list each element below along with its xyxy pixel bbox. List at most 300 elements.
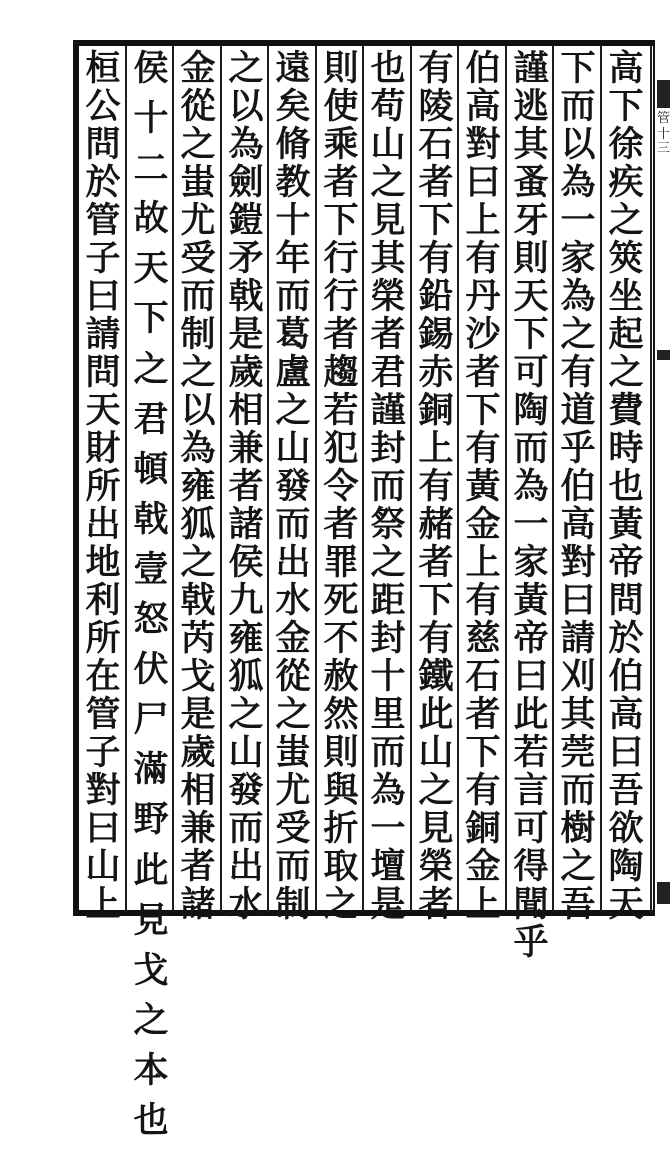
text-char: 不	[323, 618, 359, 659]
text-char: 乘	[323, 124, 359, 165]
text-char: 受	[180, 238, 216, 279]
text-char: 雍	[228, 618, 264, 659]
text-char: 者	[370, 314, 406, 355]
text-char: 得	[513, 846, 549, 887]
text-char: 者	[465, 694, 501, 735]
text-char: 管	[85, 200, 121, 241]
text-char: 於	[608, 618, 644, 659]
text-char: 諸	[228, 504, 264, 545]
text-char: 上	[465, 200, 501, 241]
text-char: 山	[275, 428, 311, 469]
text-char: 為	[228, 124, 264, 165]
text-char: 而	[275, 846, 311, 887]
text-char: 封	[370, 618, 406, 659]
text-char: 制	[180, 314, 216, 355]
text-char: 滿	[133, 749, 169, 791]
text-char: 戈	[180, 656, 216, 697]
text-char: 以	[228, 86, 264, 127]
text-char: 者	[323, 314, 359, 355]
text-char: 有	[465, 428, 501, 469]
text-char: 矣	[275, 86, 311, 127]
text-char: 榮	[418, 846, 454, 887]
column-rule	[505, 46, 507, 912]
text-char: 罪	[323, 542, 359, 583]
text-char: 公	[85, 86, 121, 127]
edge-mark-top	[657, 80, 670, 108]
text-char: 死	[323, 580, 359, 621]
text-char: 為	[370, 770, 406, 811]
text-char: 為	[560, 162, 596, 203]
text-char: 曰	[85, 808, 121, 849]
text-char: 以	[180, 390, 216, 431]
text-char: 問	[85, 352, 121, 393]
text-char: 而	[180, 276, 216, 317]
text-char: 諸	[180, 884, 216, 925]
text-column	[226, 48, 266, 925]
text-char: 高	[608, 48, 644, 89]
text-char: 慈	[465, 618, 501, 659]
text-char: 行	[323, 276, 359, 317]
text-char: 劍	[228, 162, 264, 203]
text-char: 也	[608, 466, 644, 507]
text-char: 山	[228, 732, 264, 773]
text-char: 受	[275, 808, 311, 849]
text-char: 發	[228, 770, 264, 811]
text-char: 十	[370, 656, 406, 697]
text-char: 君	[370, 352, 406, 393]
text-char: 距	[370, 580, 406, 621]
text-char: 而	[560, 770, 596, 811]
text-char: 黃	[608, 504, 644, 545]
text-column	[606, 48, 646, 925]
text-char: 之	[180, 542, 216, 583]
text-char: 二	[133, 148, 169, 190]
text-char: 者	[323, 162, 359, 203]
text-char: 天	[608, 884, 644, 925]
text-char: 家	[513, 542, 549, 583]
text-char: 尸	[133, 699, 169, 741]
text-char: 則	[323, 48, 359, 89]
text-char: 趨	[323, 352, 359, 393]
text-char: 蚩	[275, 732, 311, 773]
text-column	[463, 48, 503, 925]
text-char: 天	[133, 248, 169, 290]
text-char: 此	[513, 694, 549, 735]
text-char: 者	[228, 466, 264, 507]
text-char: 而	[370, 466, 406, 507]
text-char: 年	[275, 238, 311, 279]
text-char: 請	[85, 314, 121, 355]
text-char: 之	[608, 352, 644, 393]
text-char: 之	[228, 694, 264, 735]
text-char: 伯	[465, 48, 501, 89]
text-char: 見	[418, 808, 454, 849]
text-char: 矛	[228, 238, 264, 279]
text-char: 者	[180, 846, 216, 887]
text-char: 之	[608, 200, 644, 241]
text-char: 上	[418, 428, 454, 469]
text-char: 下	[465, 732, 501, 773]
text-char: 家	[560, 238, 596, 279]
column-rule	[172, 46, 174, 912]
text-char: 盧	[275, 352, 311, 393]
text-char: 子	[85, 732, 121, 773]
text-char: 祭	[370, 504, 406, 545]
text-char: 一	[560, 200, 596, 241]
text-char: 疾	[608, 162, 644, 203]
text-char: 若	[513, 732, 549, 773]
text-char: 言	[513, 770, 549, 811]
text-char: 上	[465, 884, 501, 925]
text-char: 下	[418, 200, 454, 241]
text-char: 樹	[560, 808, 596, 849]
text-char: 高	[608, 694, 644, 735]
text-char: 是	[180, 694, 216, 735]
text-char: 有	[418, 238, 454, 279]
text-char: 之	[180, 352, 216, 393]
text-char: 雍	[180, 466, 216, 507]
text-char: 時	[608, 428, 644, 469]
text-char: 芮	[180, 618, 216, 659]
text-char: 而	[228, 808, 264, 849]
text-char: 戟	[180, 580, 216, 621]
text-char: 一	[513, 504, 549, 545]
text-char: 山	[370, 124, 406, 165]
text-char: 此	[418, 694, 454, 735]
text-char: 有	[418, 618, 454, 659]
text-char: 教	[275, 162, 311, 203]
text-char: 一	[370, 808, 406, 849]
text-char: 壹	[133, 548, 169, 590]
text-char: 天	[85, 390, 121, 431]
edge-label-title: 管	[656, 111, 670, 126]
text-char: 子	[85, 238, 121, 279]
text-char: 沙	[465, 314, 501, 355]
text-char: 所	[85, 618, 121, 659]
text-column	[558, 48, 598, 925]
text-char: 之	[133, 348, 169, 390]
text-char: 有	[465, 580, 501, 621]
text-char: 則	[323, 732, 359, 773]
text-char: 侯	[228, 542, 264, 583]
column-rule	[315, 46, 317, 912]
text-char: 上	[85, 884, 121, 925]
text-char: 赤	[418, 352, 454, 393]
text-char: 可	[513, 352, 549, 393]
text-char: 石	[465, 656, 501, 697]
column-rule	[220, 46, 222, 912]
column-rule	[552, 46, 554, 912]
text-char: 陶	[513, 390, 549, 431]
text-char: 天	[513, 276, 549, 317]
text-column	[368, 48, 408, 925]
text-char: 石	[418, 124, 454, 165]
text-char: 吾	[560, 884, 596, 925]
text-char: 對	[465, 124, 501, 165]
edge-mark-bottom	[657, 882, 670, 904]
text-char: 十	[133, 98, 169, 140]
text-char: 怒	[133, 599, 169, 641]
text-char: 十	[275, 200, 311, 241]
text-char: 兼	[228, 428, 264, 469]
text-char: 之	[180, 124, 216, 165]
text-char: 高	[465, 86, 501, 127]
text-char: 苟	[370, 86, 406, 127]
text-char: 榮	[370, 276, 406, 317]
text-char: 利	[85, 580, 121, 621]
text-char: 乎	[560, 428, 596, 469]
text-char: 下	[608, 86, 644, 127]
text-char: 費	[608, 390, 644, 431]
text-char: 管	[85, 694, 121, 735]
text-char: 而	[275, 276, 311, 317]
text-char: 下	[560, 48, 596, 89]
text-char: 本	[133, 1049, 169, 1091]
text-char: 聞	[513, 884, 549, 925]
text-char: 葛	[275, 314, 311, 355]
text-char: 遠	[275, 48, 311, 89]
text-char: 者	[418, 542, 454, 583]
text-char: 銅	[418, 390, 454, 431]
text-char: 山	[85, 846, 121, 887]
text-char: 黃	[465, 466, 501, 507]
text-char: 之	[370, 162, 406, 203]
text-char: 赦	[323, 656, 359, 697]
text-char: 逃	[513, 86, 549, 127]
text-char: 陶	[608, 846, 644, 887]
text-char: 是	[228, 314, 264, 355]
text-char: 丹	[465, 276, 501, 317]
text-char: 山	[418, 732, 454, 773]
text-char: 之	[275, 694, 311, 735]
text-char: 見	[370, 200, 406, 241]
text-char: 狐	[180, 504, 216, 545]
text-char: 出	[275, 542, 311, 583]
text-char: 歲	[228, 352, 264, 393]
text-char: 徐	[608, 124, 644, 165]
text-char: 從	[180, 86, 216, 127]
text-char: 刈	[560, 656, 596, 697]
text-char: 筴	[608, 238, 644, 279]
text-char: 之	[323, 884, 359, 925]
text-char: 其	[560, 694, 596, 735]
text-char: 於	[85, 162, 121, 203]
column-rule	[267, 46, 269, 912]
column-rule	[457, 46, 459, 912]
text-column	[178, 48, 218, 925]
text-char: 為	[560, 276, 596, 317]
text-column	[511, 48, 551, 963]
text-char: 問	[608, 580, 644, 621]
text-char: 有	[418, 466, 454, 507]
column-rule	[362, 46, 364, 912]
text-char: 者	[465, 352, 501, 393]
text-char: 從	[275, 656, 311, 697]
text-char: 蚤	[513, 162, 549, 203]
text-char: 下	[513, 314, 549, 355]
text-char: 而	[275, 504, 311, 545]
text-char: 野	[133, 799, 169, 841]
text-char: 乎	[513, 922, 549, 963]
text-char: 兼	[180, 808, 216, 849]
text-char: 上	[465, 542, 501, 583]
text-char: 里	[370, 694, 406, 735]
text-char: 以	[560, 124, 596, 165]
text-char: 財	[85, 428, 121, 469]
text-char: 壇	[370, 846, 406, 887]
text-char: 侯	[133, 48, 169, 89]
text-char: 鎧	[228, 200, 264, 241]
text-char: 欲	[608, 808, 644, 849]
text-char: 曰	[560, 580, 596, 621]
text-char: 蚩	[180, 162, 216, 203]
column-rule	[125, 46, 127, 912]
text-char: 所	[85, 466, 121, 507]
text-char: 出	[85, 504, 121, 545]
text-char: 伯	[560, 466, 596, 507]
text-char: 封	[370, 428, 406, 469]
text-char: 之	[275, 390, 311, 431]
text-char: 謹	[513, 48, 549, 89]
text-char: 曰	[465, 162, 501, 203]
text-char: 也	[133, 1099, 169, 1141]
text-char: 而	[513, 428, 549, 469]
text-char: 之	[560, 314, 596, 355]
text-char: 此	[133, 849, 169, 891]
text-char: 高	[560, 504, 596, 545]
text-char: 戈	[133, 949, 169, 991]
text-char: 折	[323, 808, 359, 849]
text-char: 行	[323, 238, 359, 279]
text-char: 伯	[608, 656, 644, 697]
text-char: 吾	[608, 770, 644, 811]
text-char: 桓	[85, 48, 121, 89]
text-column	[416, 48, 456, 925]
text-char: 為	[180, 428, 216, 469]
text-char: 其	[513, 124, 549, 165]
text-char: 帝	[608, 542, 644, 583]
text-char: 鉛	[418, 276, 454, 317]
text-char: 之	[133, 999, 169, 1041]
text-char: 之	[418, 770, 454, 811]
text-char: 則	[513, 238, 549, 279]
text-char: 而	[560, 86, 596, 127]
text-char: 之	[228, 48, 264, 89]
text-char: 為	[513, 466, 549, 507]
text-char: 下	[465, 390, 501, 431]
edge-label-page: 十三	[656, 127, 670, 156]
text-char: 莞	[560, 732, 596, 773]
text-char: 者	[418, 162, 454, 203]
text-char: 金	[465, 504, 501, 545]
text-char: 故	[133, 198, 169, 240]
text-char: 帝	[513, 618, 549, 659]
text-char: 出	[228, 846, 264, 887]
text-char: 也	[370, 48, 406, 89]
text-char: 問	[85, 124, 121, 165]
text-char: 相	[180, 770, 216, 811]
text-column	[83, 48, 123, 925]
text-char: 對	[85, 770, 121, 811]
text-char: 道	[560, 390, 596, 431]
text-char: 水	[228, 884, 264, 925]
text-char: 有	[465, 770, 501, 811]
text-char: 下	[323, 200, 359, 241]
text-char: 然	[323, 694, 359, 735]
text-char: 牙	[513, 200, 549, 241]
text-char: 狐	[228, 656, 264, 697]
text-char: 與	[323, 770, 359, 811]
text-char: 金	[180, 48, 216, 89]
text-char: 者	[418, 884, 454, 925]
text-char: 下	[418, 580, 454, 621]
text-char: 見	[133, 899, 169, 941]
text-char: 脩	[275, 124, 311, 165]
text-char: 有	[560, 352, 596, 393]
text-char: 赭	[418, 504, 454, 545]
text-char: 伏	[133, 649, 169, 691]
text-char: 陵	[418, 86, 454, 127]
text-char: 金	[465, 846, 501, 887]
text-char: 之	[370, 542, 406, 583]
text-char: 地	[85, 542, 121, 583]
text-char: 若	[323, 390, 359, 431]
text-char: 有	[418, 48, 454, 89]
text-char: 謹	[370, 390, 406, 431]
text-char: 相	[228, 390, 264, 431]
column-rule	[650, 46, 652, 912]
edge-mark-middle	[657, 350, 670, 360]
column-rule	[600, 46, 602, 912]
text-char: 歲	[180, 732, 216, 773]
text-char: 下	[133, 298, 169, 340]
text-char: 金	[275, 618, 311, 659]
text-char: 在	[85, 656, 121, 697]
text-char: 戟	[228, 276, 264, 317]
text-char: 曰	[85, 276, 121, 317]
text-char: 黃	[513, 580, 549, 621]
text-char: 發	[275, 466, 311, 507]
text-char: 曰	[608, 732, 644, 773]
binding-edge	[653, 40, 670, 916]
text-char: 犯	[323, 428, 359, 469]
text-char: 九	[228, 580, 264, 621]
text-char: 尤	[180, 200, 216, 241]
text-char: 起	[608, 314, 644, 355]
text-char: 鐵	[418, 656, 454, 697]
text-char: 之	[560, 846, 596, 887]
text-char: 是	[370, 884, 406, 925]
text-char: 可	[513, 808, 549, 849]
text-char: 銅	[465, 808, 501, 849]
text-char: 戟	[133, 498, 169, 540]
text-char: 有	[465, 238, 501, 279]
text-char: 而	[370, 732, 406, 773]
text-char: 令	[323, 466, 359, 507]
text-char: 坐	[608, 276, 644, 317]
text-column	[131, 50, 171, 1152]
text-char: 使	[323, 86, 359, 127]
text-char: 請	[560, 618, 596, 659]
column-rule	[410, 46, 412, 912]
text-column	[273, 48, 313, 925]
text-char: 曰	[513, 656, 549, 697]
text-char: 錫	[418, 314, 454, 355]
text-char: 對	[560, 542, 596, 583]
text-char: 制	[275, 884, 311, 925]
text-char: 君	[133, 398, 169, 440]
text-char: 其	[370, 238, 406, 279]
